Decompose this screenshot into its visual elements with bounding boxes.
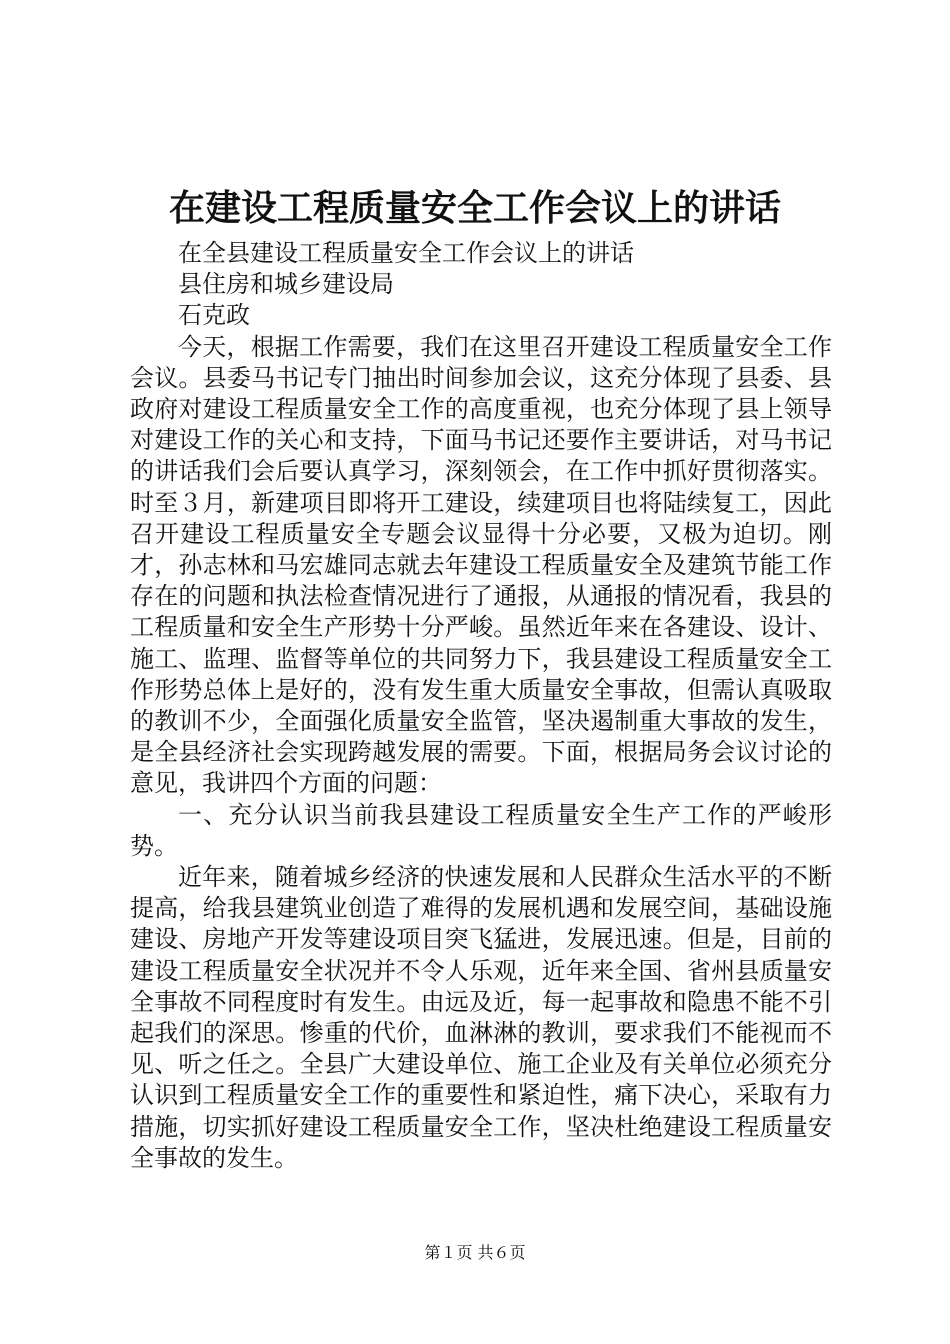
speech-subtitle: 在全县建设工程质量安全工作会议上的讲话 bbox=[178, 239, 634, 267]
body-paragraph: 近年来，随着城乡经济的快速发展和人民群众生活水平的不断提高，给我县建筑业创造了难得的发展机遇和发展空间，基础设施建设、房地产开发等建设项目突飞猛进，发展迅速。但是，目前的建设工程质量安全状况并不令人乐观，近年来全国、省州县质量安全事故不同程度时有发生。由远及近，每一起事故和隐患不能不引起我们的深思。惨重的代价，血淋淋的教训，要求我们不能视而不见、听之任之。全县广大建设单位、施工企业及有关单位必须充分认识到工程质量安全工作的重要性和紧迫性，痛下决心，采取有力措施，切实抓好建设工程质量安全工作，坚决杜绝建设工程质量安全事故的发生。 bbox=[130, 863, 832, 1172]
document-title: 在建设工程质量安全工作会议上的讲话 bbox=[168, 187, 781, 229]
section-heading: 一、充分认识当前我县建设工程质量安全生产工作的严峻形势。 bbox=[130, 800, 832, 860]
speaker-organization: 县住房和城乡建设局 bbox=[178, 270, 394, 299]
speaker-name: 石克政 bbox=[178, 301, 250, 330]
page-number-footer: 第１页 共６页 bbox=[424, 1243, 526, 1262]
document-body bbox=[130, 238, 832, 1174]
body-paragraph: 今天，根据工作需要，我们在这里召开建设工程质量安全工作会议。县委马书记专门抽出时间参加会议，这充分体现了县委、县政府对建设工程质量安全工作的高度重视，也充分体现了县上领导对建设工作的关心和支持，下面马书记还要作主要讲话，对马书记的讲话我们会后要认真学习，深刻领会，在工作中抓好贯彻落实。时至３月，新建项目即将开工建设，续建项目也将陆续复工，因此召开建设工程质量安全专题会议显得十分必要，又极为迫切。刚才，孙志林和马宏雄同志就去年建设工程质量安全及建筑节能工作存在的问题和执法检查情况进行了通报，从通报的情况看，我县的工程质量和安全生产形势十分严峻。虽然近年来在各建设、设计、施工、监理、监督等单位的共同努力下，我县建设工程质量安全工作形势总体上是好的，没有发生重大质量安全事故，但需认真吸取的教训不少，全面强化质量安全监管，坚决遏制重大事故的发生，是全县经济社会实现跨越发展的需要。下面，根据局务会议讨论的意见，我讲四个方面的问题： bbox=[130, 332, 832, 798]
